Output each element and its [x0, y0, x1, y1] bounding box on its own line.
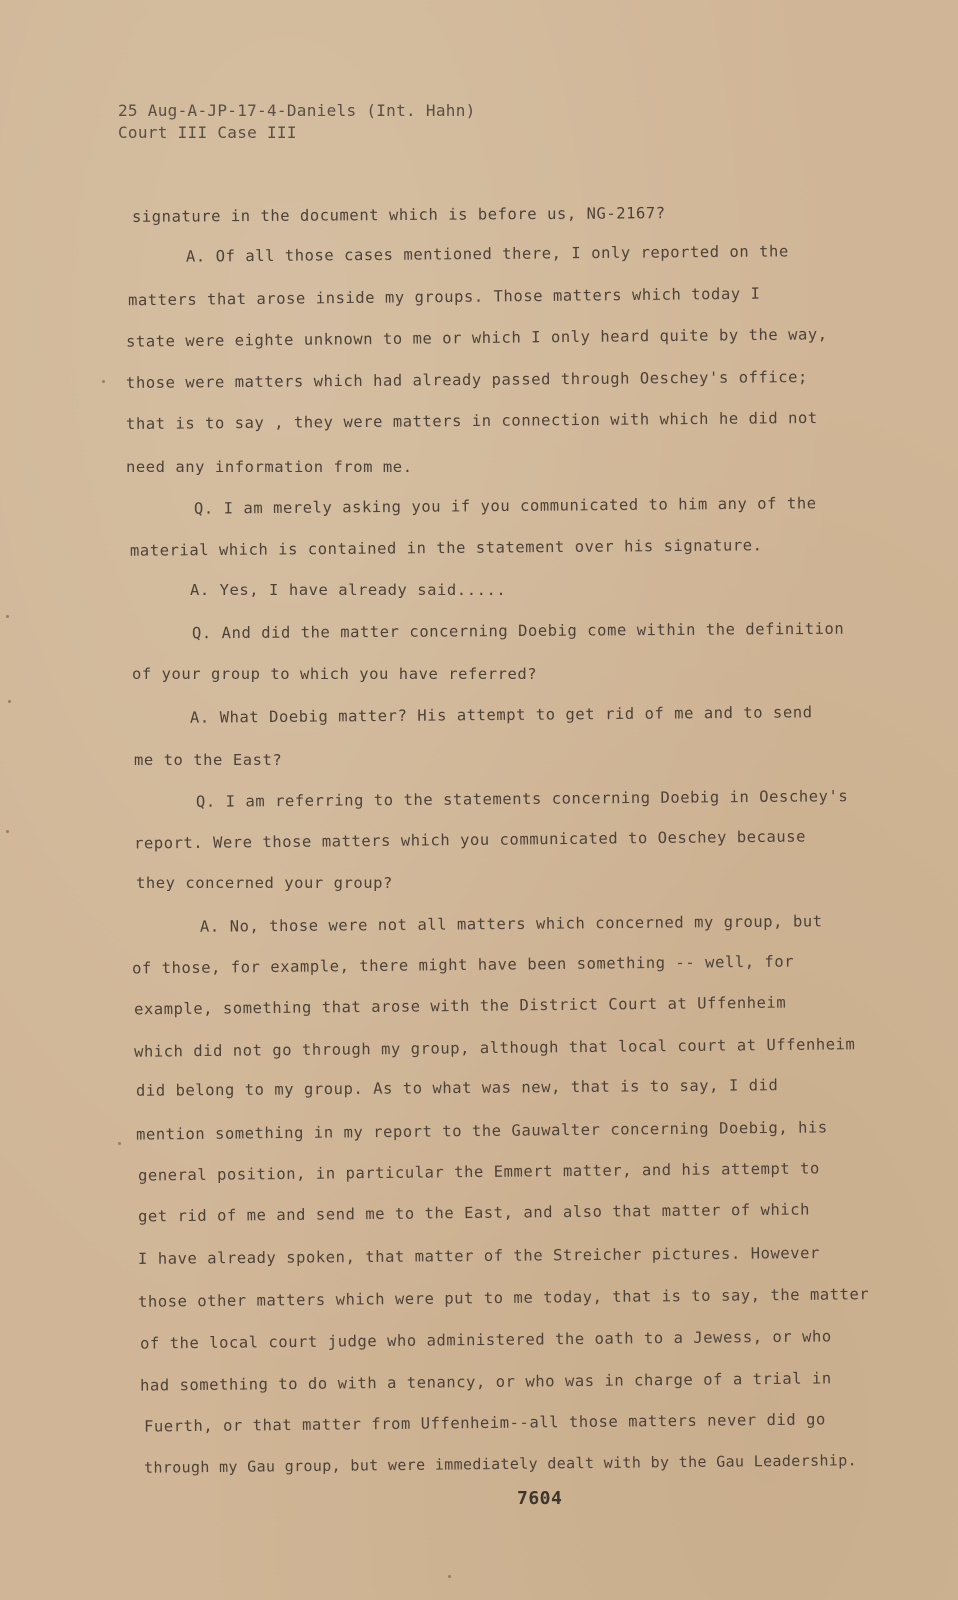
text-line: general position, in particular the Emmert matter, and his attempt to: [137, 1159, 820, 1185]
text-line: those were matters which had already passed through Oeschey's office;: [125, 368, 808, 392]
text-line: A. Yes, I have already said.....: [190, 581, 507, 599]
text-line: material which is contained in the statement over his signature.: [129, 536, 763, 560]
text-line: those other matters which were put to me today, that is to say, the matter: [137, 1285, 870, 1311]
text-line: A. What Doebig matter? His attempt to get rid of me and to send: [189, 703, 813, 727]
text-line: which did not go through my group, although that local court at Uffenheim: [133, 1035, 856, 1061]
text-line: example, something that arose with the District Court at Uffenheim: [133, 993, 787, 1019]
text-line: A. Of all those cases mentioned there, I only reported on the: [185, 242, 789, 266]
text-line: Q. I am merely asking you if you communicated to him any of the: [193, 494, 817, 518]
text-line: report. Were those matters which you communicated to Oeschey because: [133, 827, 807, 853]
text-line: of your group to which you have referred?: [132, 665, 538, 683]
text-line: Fuerth, or that matter from Uffenheim--all those matters never did go: [143, 1410, 826, 1436]
text-line: me to the East?: [134, 751, 283, 769]
text-line: they concerned your group?: [136, 874, 393, 892]
paper-speck: [118, 1142, 121, 1145]
document-header: [118, 100, 476, 144]
text-line: had something to do with a tenancy, or who was in charge of a trial in: [139, 1369, 832, 1395]
page-number: 7604: [517, 1488, 563, 1509]
paper-speck: [448, 1575, 451, 1578]
text-line: that is to say , they were matters in connection with which he did not: [125, 408, 818, 434]
text-line: Q. I am referring to the statements concerning Doebig in Oeschey's: [195, 787, 849, 811]
header-court-line: Court III Case III: [118, 123, 297, 142]
text-line: of the local court judge who administered the oath to a Jewess, or who: [139, 1327, 832, 1353]
text-line: Q. And did the matter concerning Doebig come within the definition: [191, 619, 845, 643]
paper-speck: [6, 615, 9, 618]
paper-speck: [102, 380, 105, 383]
text-line: A. No, those were not all matters which concerned my group, but: [199, 912, 823, 936]
text-line: mention something in my report to the Gauwalter concerning Doebig, his: [135, 1118, 828, 1144]
text-line: matters that arose inside my groups. Those matters which today I: [127, 284, 761, 310]
text-line: I have already spoken, that matter of the Streicher pictures. However: [137, 1244, 820, 1268]
paper-speck: [6, 830, 9, 833]
text-line: need any information from me.: [126, 458, 413, 476]
text-line: state were eighte unknown to me or which I only heard quite by the way,: [125, 325, 828, 351]
text-line: signature in the document which is before us, NG-2167?: [131, 204, 666, 226]
text-line: of those, for example, there might have been something -- well, for: [131, 952, 795, 978]
text-line: get rid of me and send me to the East, and also that matter of which: [137, 1200, 811, 1226]
text-line: did belong to my group. As to what was new, that is to say, I did: [135, 1076, 779, 1100]
header-reference-line: 25 Aug-A-JP-17-4-Daniels (Int. Hahn): [118, 101, 476, 120]
text-line: through my Gau group, but were immediately dealt with by the Gau Leadership.: [143, 1451, 858, 1477]
paper-speck: [8, 700, 11, 703]
